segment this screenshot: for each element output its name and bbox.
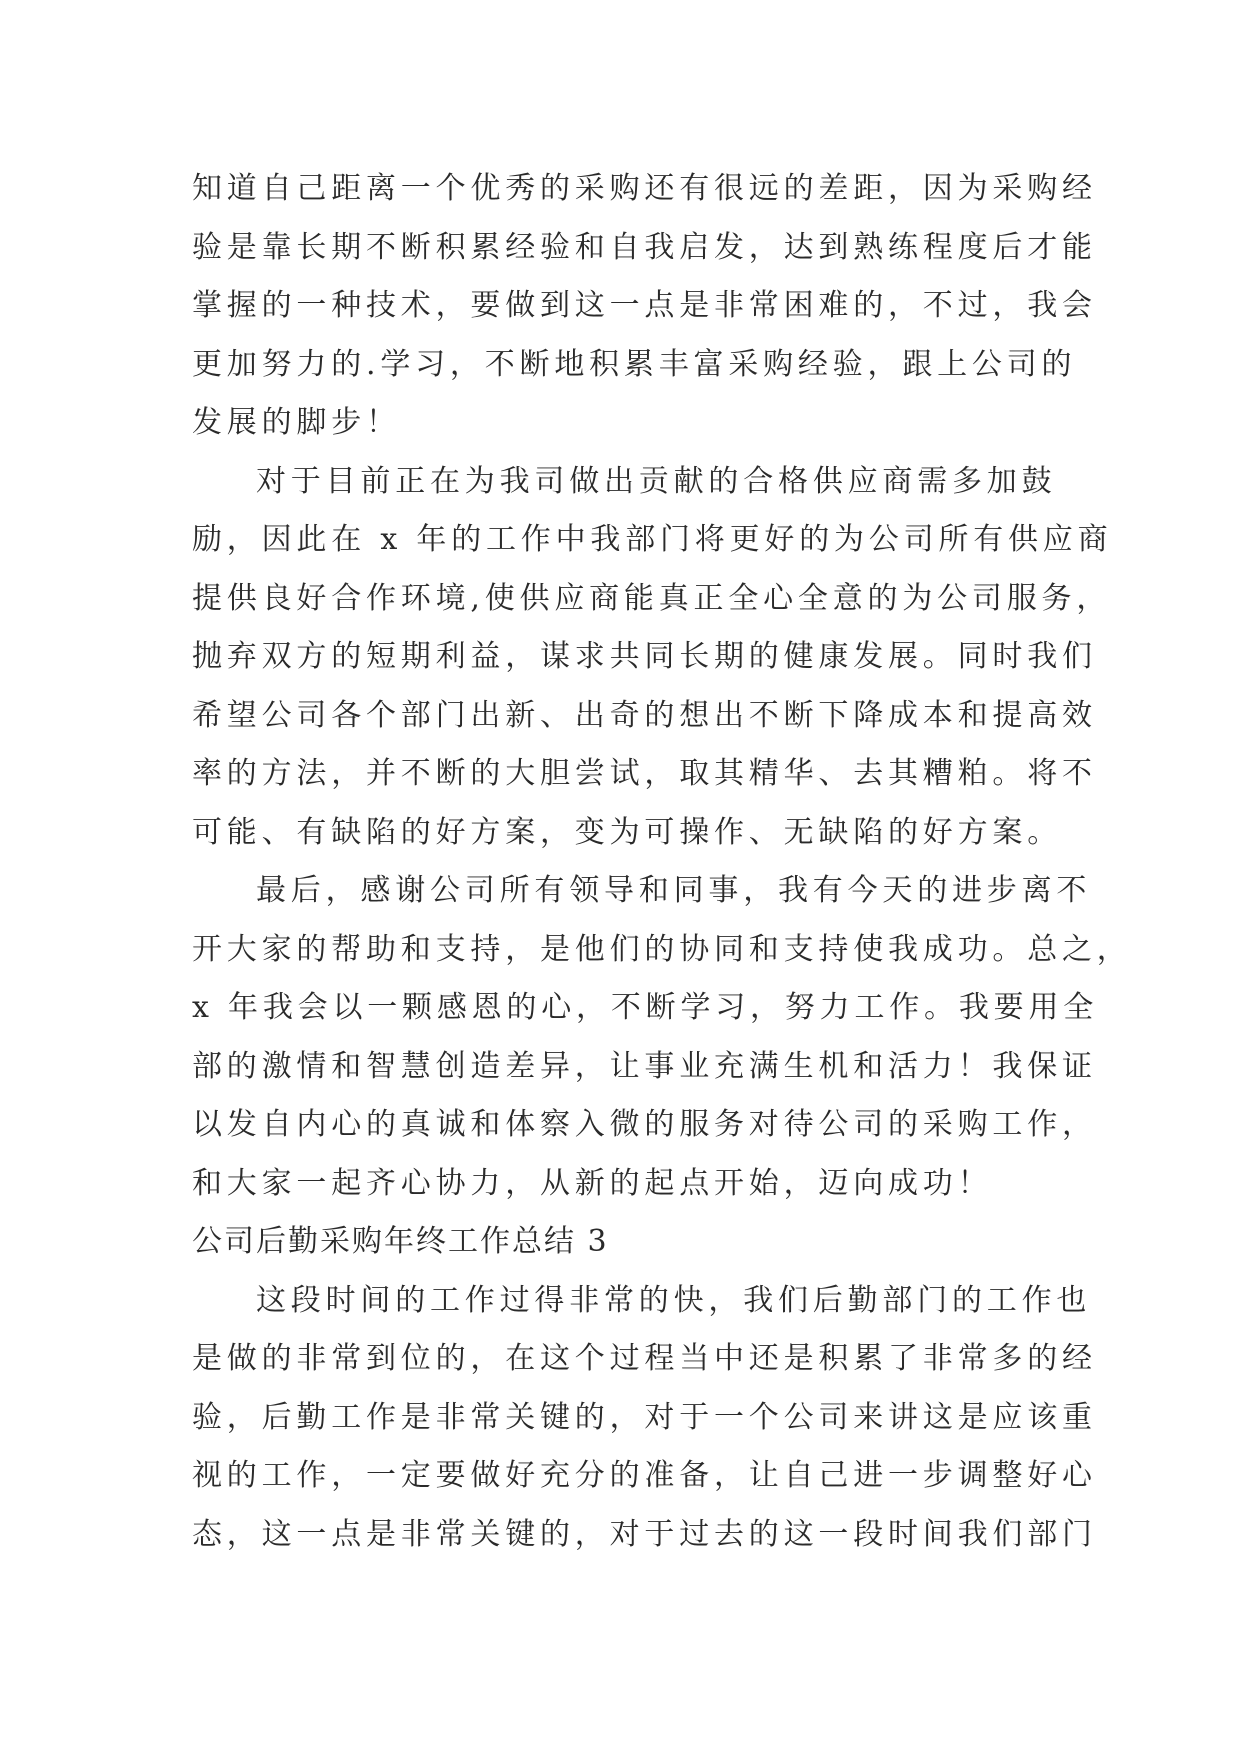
body-line: 验，后勤工作是非常关键的，对于一个公司来讲这是应该重 [192,1399,1097,1435]
body-line: 是做的非常到位的，在这个过程当中还是积累了非常多的经 [192,1341,1097,1376]
document-body [192,160,1132,1564]
body-line: 提供良好合作环境,使供应商能真正全心全意的为公司服务， [192,580,1112,616]
body-line: 抛弃双方的短期利益，谋求共同长期的健康发展。同时我们 [192,639,1097,674]
paragraph-first-line: 这段时间的工作过得非常的快，我们后勤部门的工作也 [256,1282,1092,1318]
body-line: 可能、有缺陷的好方案，变为可操作、无缺陷的好方案。 [192,814,1062,850]
body-line: 掌握的一种技术，要做到这一点是非常困难的，不过，我会 [192,288,1097,323]
body-line: x 年我会以一颗感恩的心，不断学习，努力工作。我要用全 [192,990,1099,1025]
body-line: 开大家的帮助和支持，是他们的协同和支持使我成功。总之， [192,931,1132,967]
body-line: 励，因此在 x 年的工作中我部门将更好的为公司所有供应商 [192,522,1113,557]
body-line: 态，这一点是非常关键的，对于过去的这一段时间我们部门 [192,1516,1097,1552]
paragraph-first-line: 对于目前正在为我司做出贡献的合格供应商需多加鼓 [256,463,1057,499]
body-line: 率的方法，并不断的大胆尝试，取其精华、去其糟粕。将不 [192,756,1097,791]
body-line: 以发自内心的真诚和体察入微的服务对待公司的采购工作， [192,1107,1097,1142]
body-line: 更加努力的.学习，不断地积累丰富采购经验，跟上公司的 [192,346,1077,382]
body-line: 验是靠长期不断积累经验和自我启发，达到熟练程度后才能 [192,229,1097,265]
body-line: 视的工作，一定要做好充分的准备，让自己进一步调整好心 [192,1458,1097,1493]
body-line: 希望公司各个部门出新、出奇的想出不断下降成本和提高效 [192,697,1097,733]
section-heading: 公司后勤采购年终工作总结 3 [192,1224,609,1259]
body-line: 知道自己距离一个优秀的采购还有很远的差距，因为采购经 [192,171,1097,206]
body-line: 和大家一起齐心协力，从新的起点开始，迈向成功！ [192,1165,993,1201]
body-line: 部的激情和智慧创造差异，让事业充满生机和活力！我保证 [192,1048,1097,1084]
paragraph-first-line: 最后，感谢公司所有领导和同事，我有今天的进步离不 [256,873,1092,908]
body-line: 发展的脚步！ [192,405,401,440]
